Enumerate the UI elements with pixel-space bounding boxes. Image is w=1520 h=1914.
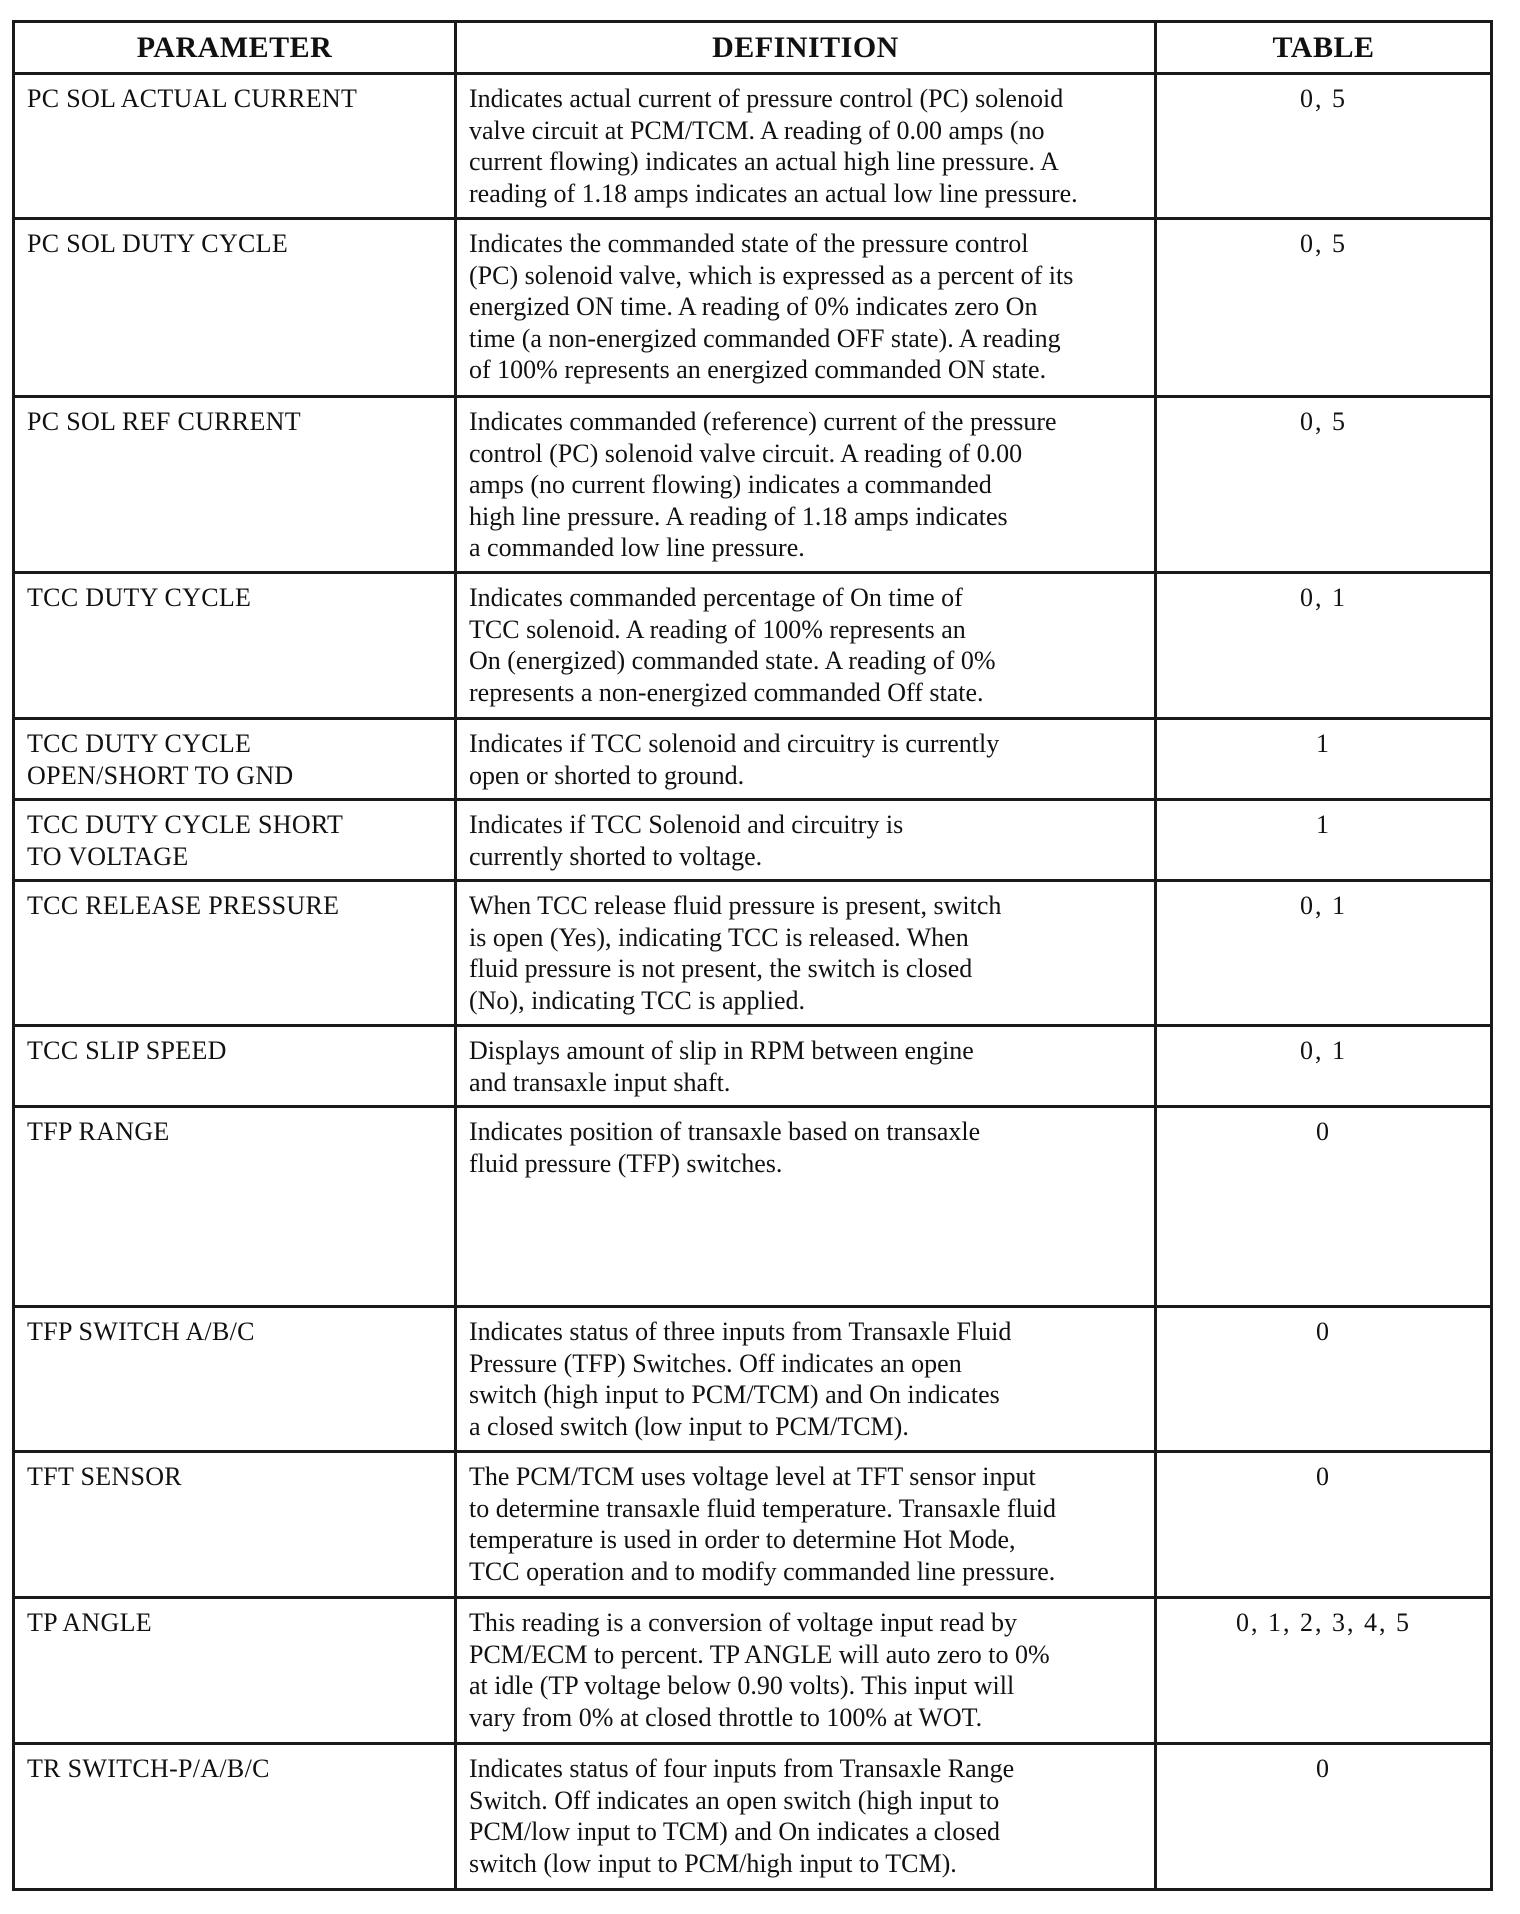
table-row <box>14 719 1492 800</box>
table-row <box>14 881 1492 1026</box>
table-ref-cell: 0, 5 <box>1156 397 1492 573</box>
definition-cell <box>456 800 1156 881</box>
table-row <box>14 800 1492 881</box>
parameter-text: OPEN/SHORT TO GND <box>27 760 294 790</box>
parameter-cell <box>14 1452 456 1598</box>
definition-text: PCM/ECM to percent. TP ANGLE will auto zero to 0% <box>469 1639 1050 1669</box>
definition-text: TCC solenoid. A reading of 100% represents an <box>469 614 966 644</box>
parameter-text: TFP RANGE <box>27 1117 170 1146</box>
definition-cell <box>456 1744 1156 1890</box>
table-row <box>14 1452 1492 1598</box>
definition-cell <box>456 1307 1156 1452</box>
definition-text: open or shorted to ground. <box>469 760 745 790</box>
table-row <box>14 1107 1492 1307</box>
definition-text: a closed switch (low input to PCM/TCM). <box>469 1411 909 1441</box>
definition-text: to determine transaxle fluid temperature. Transaxle fluid <box>469 1493 1056 1523</box>
definition-text: energized ON time. A reading of 0% indicates zero On <box>469 292 1038 321</box>
parameter-cell <box>14 881 456 1026</box>
definition-text: of 100% represents an energized commanded ON state. <box>469 355 1047 384</box>
parameter-cell <box>14 397 456 573</box>
parameter-cell <box>14 1026 456 1107</box>
definition-text: amps (no current flowing) indicates a commanded <box>469 470 992 499</box>
parameter-cell <box>14 219 456 397</box>
table-row <box>14 1026 1492 1107</box>
definition-text: fluid pressure (TFP) switches. <box>469 1148 783 1178</box>
definition-text: Indicates status of three inputs from Transaxle Fluid <box>469 1317 1012 1346</box>
parameter-table <box>12 20 1493 1891</box>
table-ref-cell: 0, 1 <box>1156 573 1492 719</box>
table-row <box>14 397 1492 573</box>
parameter-text: TFP SWITCH A/B/C <box>27 1317 255 1346</box>
parameter-text: TFT SENSOR <box>27 1462 182 1491</box>
parameter-text: TR SWITCH-P/A/B/C <box>27 1754 270 1783</box>
definition-cell <box>456 397 1156 573</box>
definition-text: current flowing) indicates an actual high line pressure. A <box>469 147 1059 176</box>
parameter-text: PC SOL ACTUAL CURRENT <box>27 84 358 113</box>
table-row <box>14 1744 1492 1890</box>
table-ref-cell: 1 <box>1156 800 1492 881</box>
definition-text: Indicates position of transaxle based on transaxle <box>469 1117 981 1146</box>
definition-text: (PC) solenoid valve, which is expressed as a percent of its <box>469 260 1074 290</box>
definition-text: fluid pressure is not present, the switch is closed <box>469 954 973 983</box>
definition-text: at idle (TP voltage below 0.90 volts). This input will <box>469 1671 1015 1700</box>
parameter-cell <box>14 1744 456 1890</box>
definition-text: is open (Yes), indicating TCC is released. When <box>469 922 969 952</box>
table-ref-cell: 0, 1, 2, 3, 4, 5 <box>1156 1598 1492 1744</box>
table-ref-cell: 0, 5 <box>1156 74 1492 219</box>
parameter-cell <box>14 74 456 219</box>
definition-text: Indicates commanded (reference) current of the pressure <box>469 407 1057 436</box>
definition-text: switch (high input to PCM/TCM) and On indicates <box>469 1380 1000 1409</box>
parameter-text: TCC DUTY CYCLE <box>27 729 252 758</box>
definition-cell <box>456 74 1156 219</box>
definition-cell <box>456 719 1156 800</box>
definition-cell <box>456 1452 1156 1598</box>
definition-text: valve circuit at PCM/TCM. A reading of 0.00 amps (no <box>469 115 1045 145</box>
definition-text: PCM/low input to TCM) and On indicates a closed <box>469 1817 1001 1846</box>
definition-text: On (energized) commanded state. A reading of 0% <box>469 646 996 675</box>
parameter-text: PC SOL DUTY CYCLE <box>27 229 289 258</box>
definition-text: switch (low input to PCM/high input to TCM). <box>469 1848 957 1878</box>
table-row <box>14 1307 1492 1452</box>
parameter-cell <box>14 1107 456 1307</box>
definition-text: (No), indicating TCC is applied. <box>469 985 806 1015</box>
definition-text: Indicates actual current of pressure control (PC) solenoid <box>469 84 1064 113</box>
table-ref-cell: 0 <box>1156 1452 1492 1598</box>
parameter-text: TP ANGLE <box>27 1608 152 1637</box>
definition-text: control (PC) solenoid valve circuit. A reading of 0.00 <box>469 438 1023 468</box>
definition-text: Indicates if TCC Solenoid and circuitry is <box>469 810 904 839</box>
definition-cell <box>456 573 1156 719</box>
definition-text: The PCM/TCM uses voltage level at TFT sensor input <box>469 1462 1036 1491</box>
definition-text: and transaxle input shaft. <box>469 1067 731 1097</box>
definition-text: Pressure (TFP) Switches. Off indicates an open <box>469 1348 962 1378</box>
definition-text: Switch. Off indicates an open switch (high input to <box>469 1785 1000 1815</box>
definition-cell <box>456 881 1156 1026</box>
parameter-cell <box>14 719 456 800</box>
table-ref-cell: 0, 1 <box>1156 881 1492 1026</box>
table-row <box>14 1598 1492 1744</box>
definition-cell <box>456 219 1156 397</box>
table-row <box>14 573 1492 719</box>
parameter-cell <box>14 800 456 881</box>
definition-text: Displays amount of slip in RPM between engine <box>469 1036 974 1065</box>
definition-text: vary from 0% at closed throttle to 100% at WOT. <box>469 1702 983 1732</box>
definition-text: reading of 1.18 amps indicates an actual low line pressure. <box>469 178 1078 208</box>
parameter-text: TCC DUTY CYCLE <box>27 583 252 612</box>
header-row <box>14 22 1492 74</box>
table-ref-cell: 0 <box>1156 1307 1492 1452</box>
definition-text: time (a non-energized commanded OFF state). A reading <box>469 323 1061 353</box>
definition-text: TCC operation and to modify commanded line pressure. <box>469 1556 1056 1586</box>
definition-text: Indicates the commanded state of the pressure control <box>469 229 1029 258</box>
definition-text: a commanded low line pressure. <box>469 533 805 562</box>
definition-header: DEFINITION <box>456 22 1156 74</box>
definition-text: currently shorted to voltage. <box>469 841 763 871</box>
parameter-cell <box>14 573 456 719</box>
definition-cell <box>456 1107 1156 1307</box>
definition-cell <box>456 1598 1156 1744</box>
parameter-cell <box>14 1598 456 1744</box>
definition-text: represents a non-energized commanded Off state. <box>469 677 984 707</box>
definition-text: Indicates status of four inputs from Transaxle Range <box>469 1754 1015 1783</box>
definition-text: high line pressure. A reading of 1.18 amps indicates <box>469 501 1008 531</box>
table-ref-cell: 1 <box>1156 719 1492 800</box>
table-ref-cell: 0, 1 <box>1156 1026 1492 1107</box>
parameter-text: TCC SLIP SPEED <box>27 1036 227 1065</box>
parameter-text: TO VOLTAGE <box>27 841 189 871</box>
parameter-text: TCC RELEASE PRESSURE <box>27 891 340 920</box>
table-ref-cell: 0 <box>1156 1107 1492 1307</box>
definition-text: Indicates commanded percentage of On time of <box>469 583 963 612</box>
parameter-text: TCC DUTY CYCLE SHORT <box>27 810 344 839</box>
table-ref-cell: 0, 5 <box>1156 219 1492 397</box>
definition-cell <box>456 1026 1156 1107</box>
parameter-cell <box>14 1307 456 1452</box>
table-row <box>14 219 1492 397</box>
table-ref-cell: 0 <box>1156 1744 1492 1890</box>
table-row <box>14 74 1492 219</box>
definition-text: temperature is used in order to determine Hot Mode, <box>469 1525 1016 1554</box>
parameter-text: PC SOL REF CURRENT <box>27 407 301 436</box>
definition-text: Indicates if TCC solenoid and circuitry is currently <box>469 729 1000 758</box>
parameter-header: PARAMETER <box>14 22 456 74</box>
definition-text: When TCC release fluid pressure is present, switch <box>469 891 1002 920</box>
definition-text: This reading is a conversion of voltage input read by <box>469 1608 1018 1637</box>
table-header: TABLE <box>1156 22 1492 74</box>
